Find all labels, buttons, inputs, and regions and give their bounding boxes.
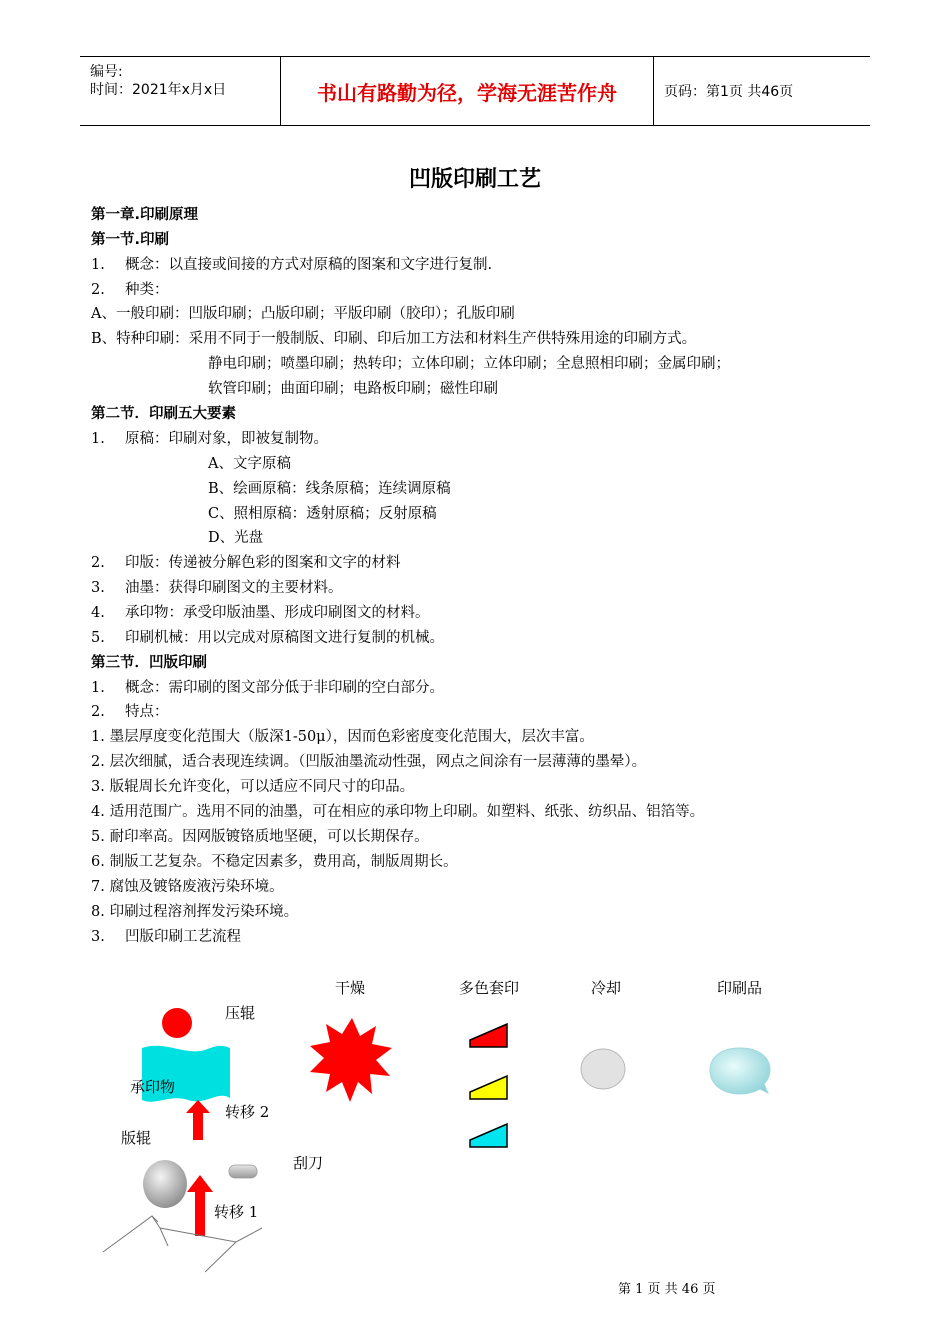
list-item: B、绘画原稿：线条原稿；连续调原稿	[208, 481, 451, 497]
document-header	[80, 56, 870, 126]
plate-roller-label: 版辊	[121, 1129, 152, 1147]
doctor-blade-label: 刮刀	[293, 1154, 324, 1172]
page-info: 页码：第1页 共46页	[664, 84, 794, 100]
list-item: 静电印刷；喷墨印刷；热转印；立体印刷；立体印刷；全息照相印刷；金属印刷；	[208, 356, 730, 372]
list-item: A、一般印刷：凹版印刷；凸版印刷；平版印刷（胶印）；孔版印刷	[91, 306, 515, 322]
cyan-ink-wedge	[470, 1124, 507, 1147]
page-title: 凹版印刷工艺	[408, 167, 541, 192]
section-heading: 第一节.印刷	[91, 232, 170, 248]
chapter-heading: 第一章.印刷原理	[91, 207, 199, 223]
list-item: C、照相原稿：透射原稿；反射原稿	[208, 506, 437, 522]
transfer2-label: 转移 2	[225, 1103, 270, 1121]
ink-trough	[103, 1216, 262, 1272]
list-item: 5. 印刷机械：用以完成对原稿图文进行复制的机械。	[91, 630, 444, 646]
doctor-blade-icon	[229, 1165, 257, 1178]
list-item: 4. 承印物：承受印版油墨、形成印刷图文的材料。	[91, 605, 430, 621]
dry-label: 干燥	[335, 979, 366, 997]
list-item: 2. 特点：	[91, 704, 169, 720]
time-label: 时间：2021年x月x日	[90, 82, 227, 98]
list-item: 1. 原稿：印刷对象，即被复制物。	[91, 431, 328, 447]
header-meta-cell	[80, 57, 281, 125]
plate-roller-icon	[143, 1160, 187, 1208]
transfer-arrow-1	[187, 1175, 213, 1236]
list-item: 3. 油墨：获得印刷图文的主要材料。	[91, 580, 343, 596]
list-item: 3. 版辊周长允许变化，可以适应不同尺寸的印品。	[91, 779, 415, 795]
section-heading: 第三节．凹版印刷	[91, 655, 207, 671]
list-item: 1. 概念：需印刷的图文部分低于非印刷的空白部分。	[91, 680, 444, 696]
drying-burst-icon	[310, 1018, 392, 1102]
page-footer: 第 1 页 共 46 页	[618, 1282, 716, 1297]
red-ink-wedge	[470, 1024, 507, 1047]
list-item: 5. 耐印率高。因网版镀铬质地坚硬，可以长期保存。	[91, 829, 429, 845]
list-item: 2. 层次细腻，适合表现连续调。（凹版油墨流动性强，网点之间涂有一层薄薄的墨晕）。	[91, 754, 647, 770]
list-item: 6. 制版工艺复杂。不稳定因素多，费用高，制版周期长。	[91, 854, 458, 870]
list-item: 4. 适用范围广。选用不同的油墨，可在相应的承印物上印刷。如塑料、纸张、纺织品、铝箔等。	[91, 804, 705, 820]
list-item: 7. 腐蚀及镀铬废液污染环境。	[91, 879, 284, 895]
yellow-ink-wedge	[470, 1076, 507, 1099]
product-label: 印刷品	[717, 979, 763, 997]
list-item: 8. 印刷过程溶剂挥发污染环境。	[91, 904, 299, 920]
list-item: B、特种印刷：采用不同于一般制版、印刷、印后加工方法和材料生产供特殊用途的印刷方式。	[91, 331, 697, 347]
cooling-icon	[581, 1049, 625, 1089]
section-heading: 第二节．印刷五大要素	[91, 406, 236, 422]
list-item: 2. 印版：传递被分解色彩的图案和文字的材料	[91, 555, 401, 571]
multicolor-label: 多色套印	[459, 979, 520, 997]
number-label: 编号:	[90, 64, 123, 80]
process-diagram	[0, 960, 950, 1280]
list-item: A、文字原稿	[208, 456, 291, 472]
printed-product-icon	[710, 1048, 770, 1094]
list-item: D、光盘	[208, 530, 264, 546]
cool-label: 冷却	[591, 979, 622, 997]
list-item: 3. 凹版印刷工艺流程	[91, 929, 241, 945]
transfer1-label: 转移 1	[214, 1203, 259, 1221]
list-item: 软管印刷；曲面印刷；电路板印刷；磁性印刷	[208, 381, 498, 397]
list-item: 2. 种类：	[91, 282, 169, 298]
substrate-label: 承印物	[130, 1078, 176, 1096]
transfer-arrow-2	[186, 1100, 210, 1140]
press-roller-label: 压辊	[225, 1004, 256, 1022]
list-item: 1. 墨层厚度变化范围大（版深1-50μ），因而色彩密度变化范围大，层次丰富。	[91, 729, 594, 745]
list-item: 1. 概念：以直接或间接的方式对原稿的图案和文字进行复制.	[91, 257, 493, 273]
header-slogan: 书山有路勤为径，学海无涯苦作舟	[281, 57, 654, 125]
press-roller-icon	[162, 1008, 192, 1038]
